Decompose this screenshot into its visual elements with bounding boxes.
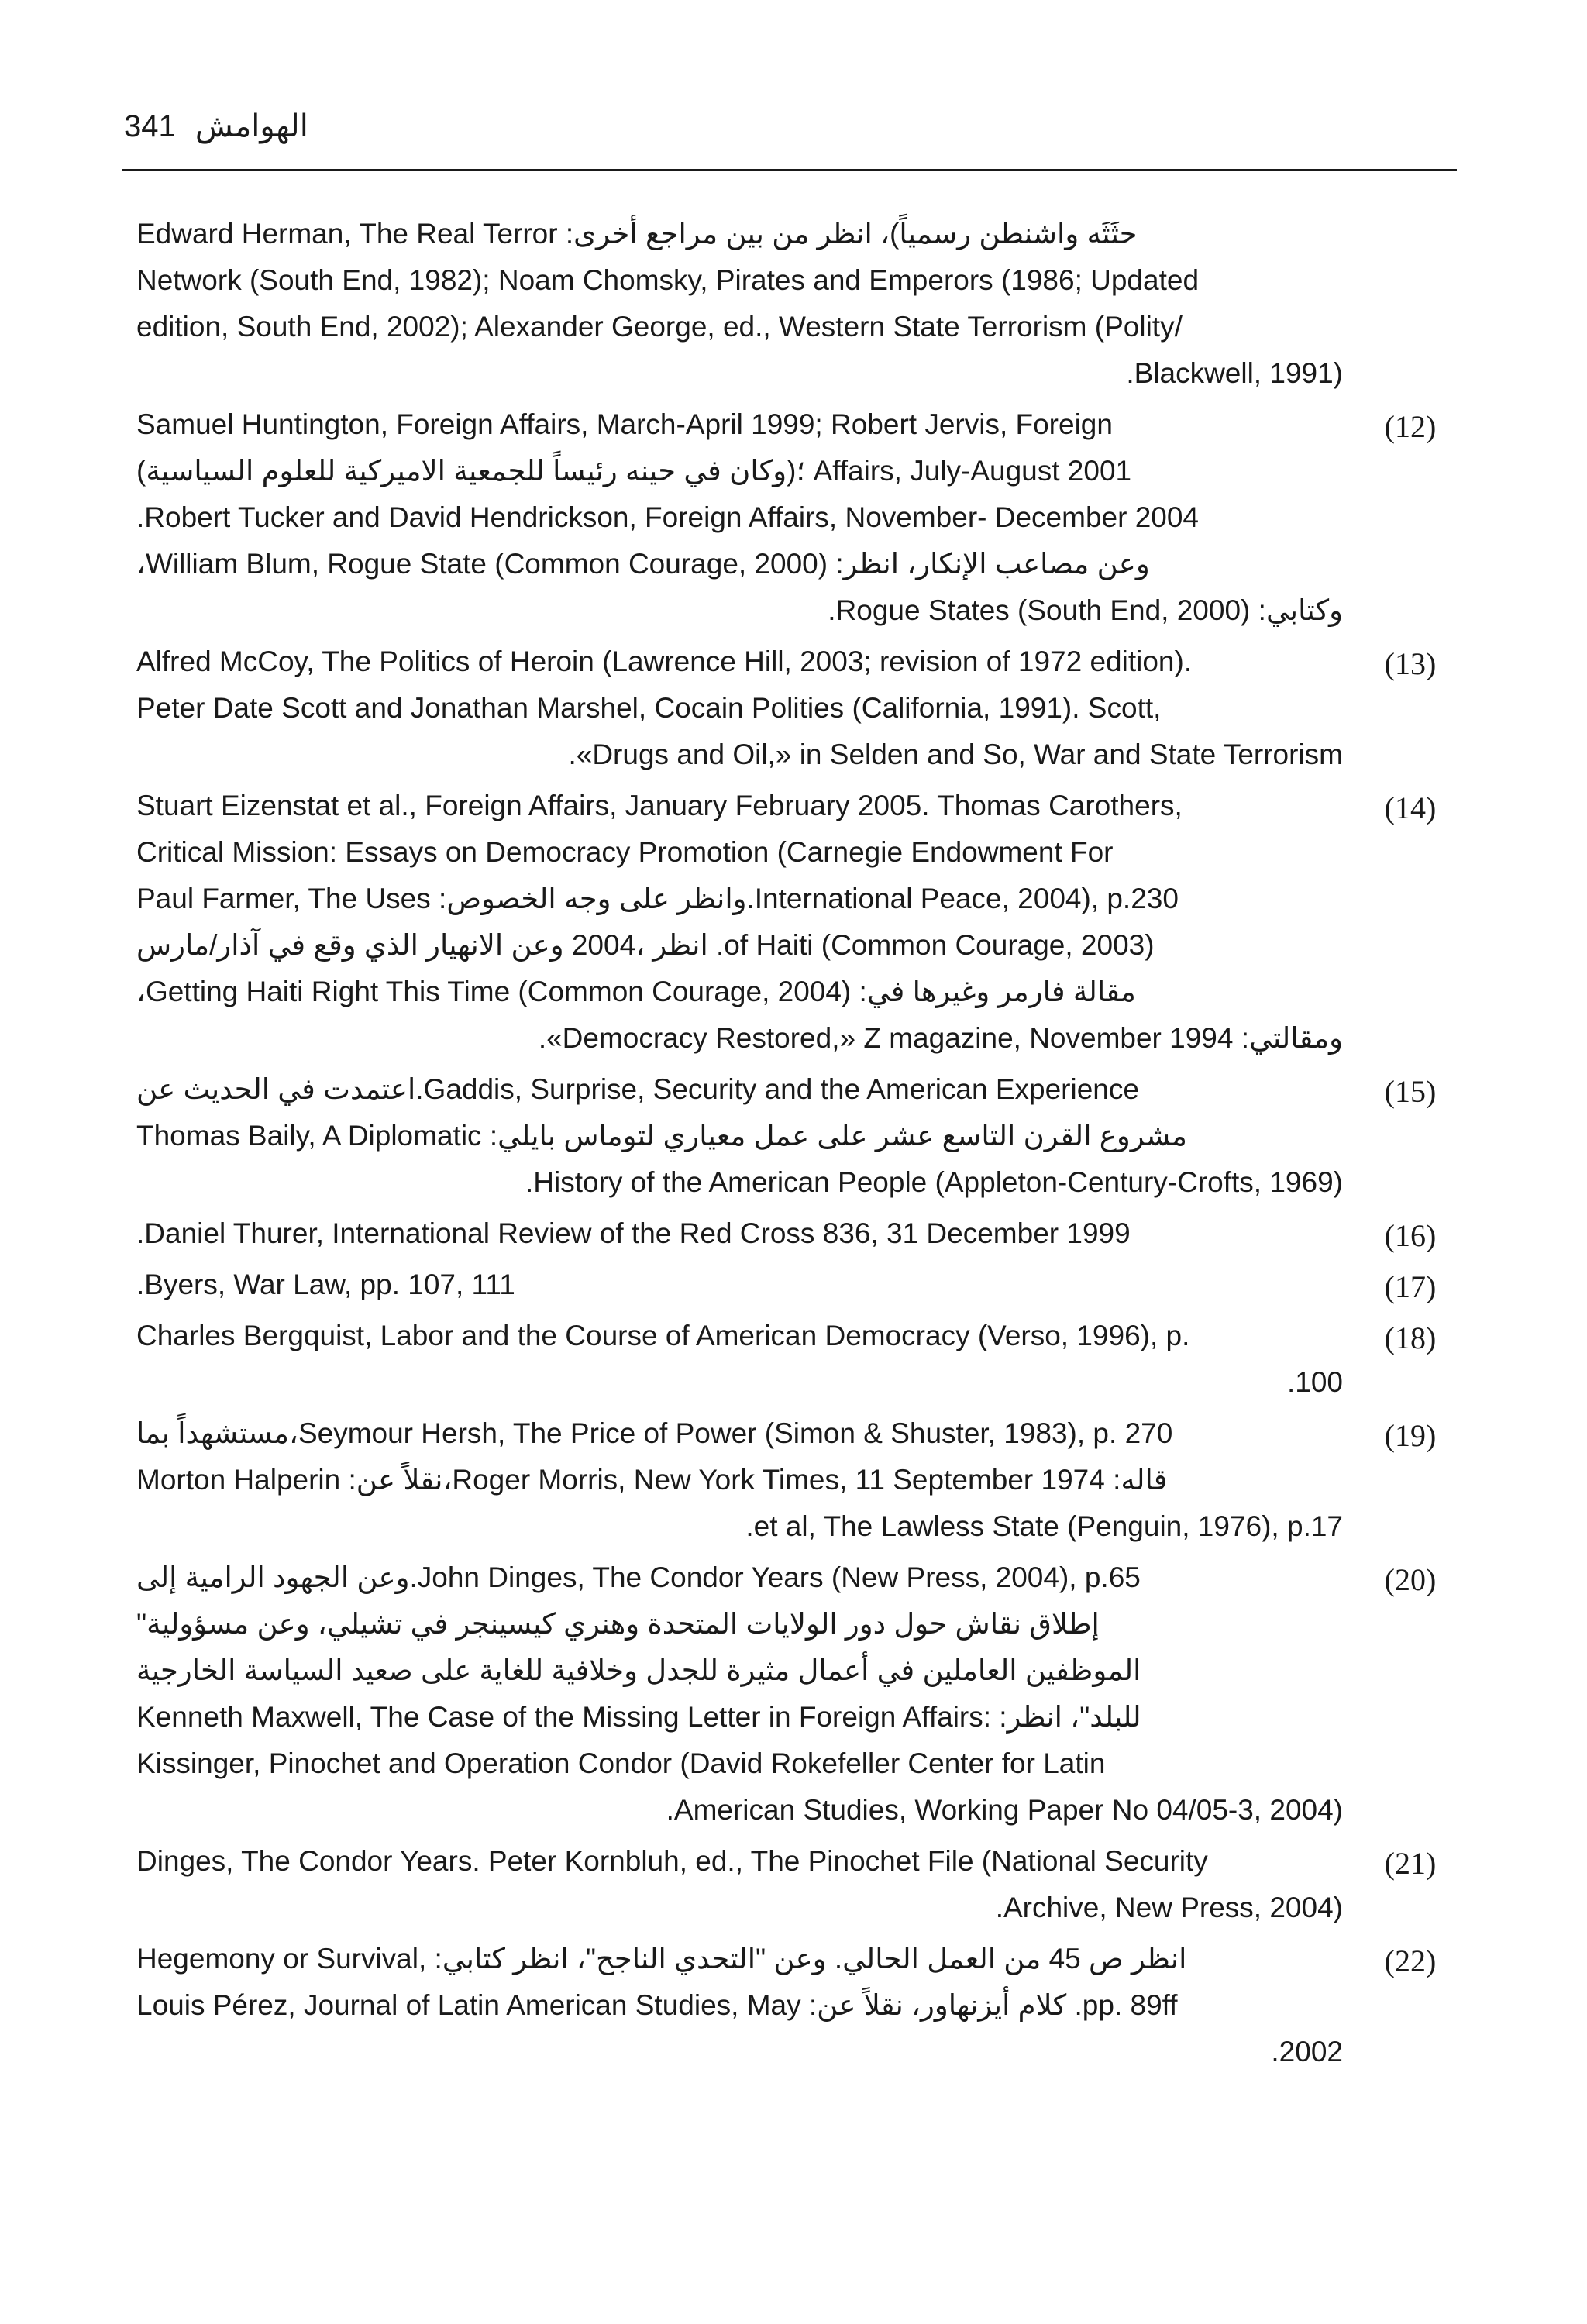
footnote-line: ،William Blum, Rogue State (Common Courage, 2000) :وعن مصاعب الإنكار، انظر <box>136 548 1150 580</box>
footnote <box>136 401 1454 634</box>
footnote-line: .«Drugs and Oil,» in Selden and So, War and State Terrorism <box>568 739 1343 770</box>
footnote-number: (21) <box>1384 1846 1437 1881</box>
footnote <box>136 639 1454 778</box>
footnote-line: .Archive, New Press, 2004) <box>995 1892 1343 1923</box>
footnote-line: Morton Halperin :نقلاً عن،Roger Morris, New York Times, 11 September 1974 :قاله <box>136 1464 1168 1496</box>
footnote <box>136 1936 1454 2075</box>
footnote-line: Alfred McCoy, The Politics of Heroin (Lawrence Hill, 2003; revision of 1972 edition). <box>136 646 1193 677</box>
footnote-line: الموظفين العاملين في أعمال مثيرة للجدل وخلافية للغاية على صعيد السياسة الخارجية <box>136 1654 1141 1686</box>
footnote-line: Paul Farmer, The Uses :وانظر على وجه الخصوص.International Peace, 2004), p.230 <box>136 883 1179 914</box>
footnote-number: (15) <box>1384 1074 1437 1109</box>
footnote-number: (12) <box>1384 409 1437 444</box>
footnote-line: Charles Bergquist, Labor and the Course of American Democracy (Verso, 1996), p. <box>136 1320 1190 1351</box>
footnote-line: .History of the American People (Appleton-Century-Crofts, 1969) <box>525 1166 1343 1198</box>
footnote-line: مستشهداً بما،Seymour Hersh, The Price of Power (Simon & Shuster, 1983), p. 270 <box>136 1417 1173 1449</box>
footnote-number: (14) <box>1384 790 1437 825</box>
footnote-line: .«Democracy Restored,» Z magazine, November 1994 :ومقالتي <box>538 1022 1343 1054</box>
footnote-line: edition, South End, 2002); Alexander George, ed., Western State Terrorism (Polity/ <box>136 311 1183 343</box>
footnote-line: .et al, The Lawless State (Penguin, 1976), p.17 <box>745 1510 1343 1542</box>
footnote-line: .Byers, War Law, pp. 107, 111 <box>136 1269 515 1300</box>
footnote-line: Kissinger, Pinochet and Operation Condor (David Rokefeller Center for Latin <box>136 1747 1106 1779</box>
footnote-line: Stuart Eizenstat et al., Foreign Affairs, January February 2005. Thomas Carothers, <box>136 790 1183 821</box>
footnote-line: .2002 <box>1271 2036 1343 2067</box>
footnote <box>136 1313 1454 1406</box>
footnote-line: Edward Herman, The Real Terror :حثَثَه واشنطن رسمياً)، انظر من بين مراجع أخرى <box>136 218 1138 250</box>
footnote <box>136 211 1454 397</box>
footnote-line: Critical Mission: Essays on Democracy Promotion (Carnegie Endowment For <box>136 836 1114 868</box>
footnote-line: "إطلاق نقاش حول دور الولايات المتحدة وهنري كيسينجر في تشيلي، وعن مسؤولية <box>136 1608 1100 1640</box>
footnote-number: (17) <box>1384 1269 1437 1304</box>
footnote-line: Hegemony or Survival, :انظر ص 45 من العمل الحالي. وعن "التحدي الناجح"، انظر كتابي <box>136 1943 1187 1975</box>
footnote-line: انظر ،2004 وعن الانهيار الذي وقع في آذار/مارس .of Haiti (Common Courage, 2003) <box>136 929 1155 961</box>
footnote-line: Samuel Huntington, Foreign Affairs, March-April 1999; Robert Jervis, Foreign <box>136 408 1113 440</box>
footnote-line: ؛(وكان في حينه رئيساً للجمعية الاميركية للعلوم السياسية) Affairs, July-August 2001 <box>136 455 1132 487</box>
page-header <box>124 108 308 144</box>
footnote <box>136 1554 1454 1833</box>
footnote-number: (20) <box>1384 1562 1437 1597</box>
footnote-line: Kenneth Maxwell, The Case of the Missing Letter in Foreign Affairs: :للبلد"، انظر <box>136 1701 1141 1733</box>
footnote-number: (16) <box>1384 1218 1437 1253</box>
footnote-number: (18) <box>1384 1320 1437 1355</box>
footnote <box>136 1410 1454 1550</box>
footnote-line: وعن الجهود الرامية إلى.John Dinges, The Condor Years (New Press, 2004), p.65 <box>136 1561 1141 1593</box>
footnote <box>136 1262 1454 1308</box>
footnote-number: (19) <box>1384 1418 1437 1453</box>
footnote-line: ،Getting Haiti Right This Time (Common Courage, 2004) :مقالة فارمر وغيرها في <box>136 976 1136 1007</box>
footnote-line: Thomas Baily, A Diplomatic :مشروع القرن التاسع عشر على عمل معياري لتوماس بايلي <box>136 1120 1187 1152</box>
page-number: 341 <box>124 109 176 143</box>
footnote <box>136 1838 1454 1931</box>
footnote-line: Network (South End, 1982); Noam Chomsky, Pirates and Emperors (1986; Updated <box>136 264 1200 296</box>
footnote-line: .Robert Tucker and David Hendrickson, Foreign Affairs, November- December 2004 <box>136 501 1200 533</box>
footnote-line: .American Studies, Working Paper No 04/05-3, 2004) <box>666 1794 1343 1826</box>
header-rule <box>122 169 1457 171</box>
footnote <box>136 1066 1454 1206</box>
footnote-line: .100 <box>1286 1366 1343 1398</box>
footnote-line: اعتمدت في الحديث عن.Gaddis, Surprise, Security and the American Experience <box>136 1073 1139 1105</box>
footnote-line: Peter Date Scott and Jonathan Marshel, Cocain Polities (California, 1991). Scott, <box>136 692 1162 724</box>
footnote-line: Dinges, The Condor Years. Peter Kornbluh, ed., The Pinochet File (National Security <box>136 1845 1208 1877</box>
footnote-line: .Rogue States (South End, 2000) :وكتابي <box>828 594 1343 626</box>
footnotes-list <box>136 211 1454 2080</box>
footnote-line: Louis Pérez, Journal of Latin American Studies, May :كلام أيزنهاور، نقلاً عن .pp. 89ff <box>136 1989 1178 2021</box>
footnote-number: (22) <box>1384 1944 1437 1978</box>
footnote <box>136 783 1454 1062</box>
footnote-line: .Daniel Thurer, International Review of the Red Cross 836, 31 December 1999 <box>136 1217 1131 1249</box>
footnote-line: .Blackwell, 1991) <box>1126 357 1343 389</box>
running-head: الهوامش <box>195 109 308 143</box>
footnote-number: (13) <box>1384 646 1437 681</box>
footnote <box>136 1210 1454 1257</box>
